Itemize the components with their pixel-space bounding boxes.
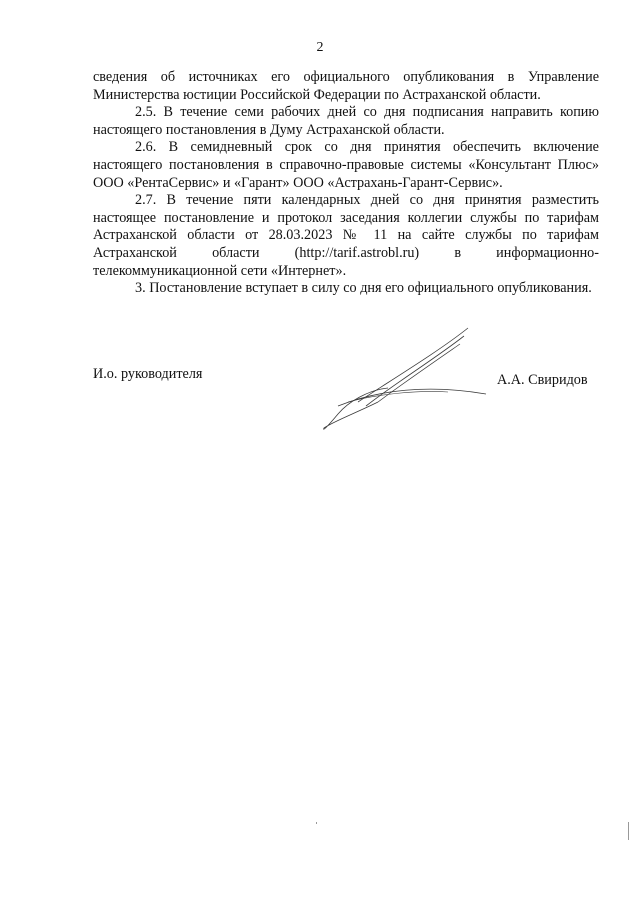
- paragraph-2-6: 2.6. В семидневный срок со дня принятия обеспечить включение настоящего постановления в справочно-правовые системы «Консультант Плюс» ООО «РентаСервис» и «Гарант» ООО «Астрахань-Гарант-Сервис».: [93, 139, 599, 191]
- signatory-name: А.А. Свиридов: [497, 372, 588, 388]
- document-body: [93, 69, 599, 298]
- page-number: 2: [316, 40, 324, 55]
- scan-artifact: [628, 822, 629, 840]
- paragraph-3: 3. Постановление вступает в силу со дня его официального опубликования.: [135, 280, 592, 297]
- scan-artifact: [316, 822, 317, 824]
- paragraph-2-5: 2.5. В течение семи рабочих дней со дня подписания направить копию настоящего постановления в Думу Астраханской области.: [93, 104, 599, 138]
- handwritten-signature: [318, 322, 498, 434]
- signatory-role: И.о. руководителя: [93, 366, 203, 382]
- paragraph-2-7: 2.7. В течение пяти календарных дней со дня принятия разместить настоящее постановление и протокол заседания коллегии службы по тарифам Астраханской области от 28.03.2023 № 11 на сайте службы по тарифам Астраханской области (http://tarif.astrobl.ru) в информационно-телекоммуникационной сети «Интернет».: [93, 192, 599, 279]
- paragraph-continuation: сведения об источниках его официального опубликования в Управление Министерства юстиции Российской Федерации по Астраханской области.: [93, 69, 599, 103]
